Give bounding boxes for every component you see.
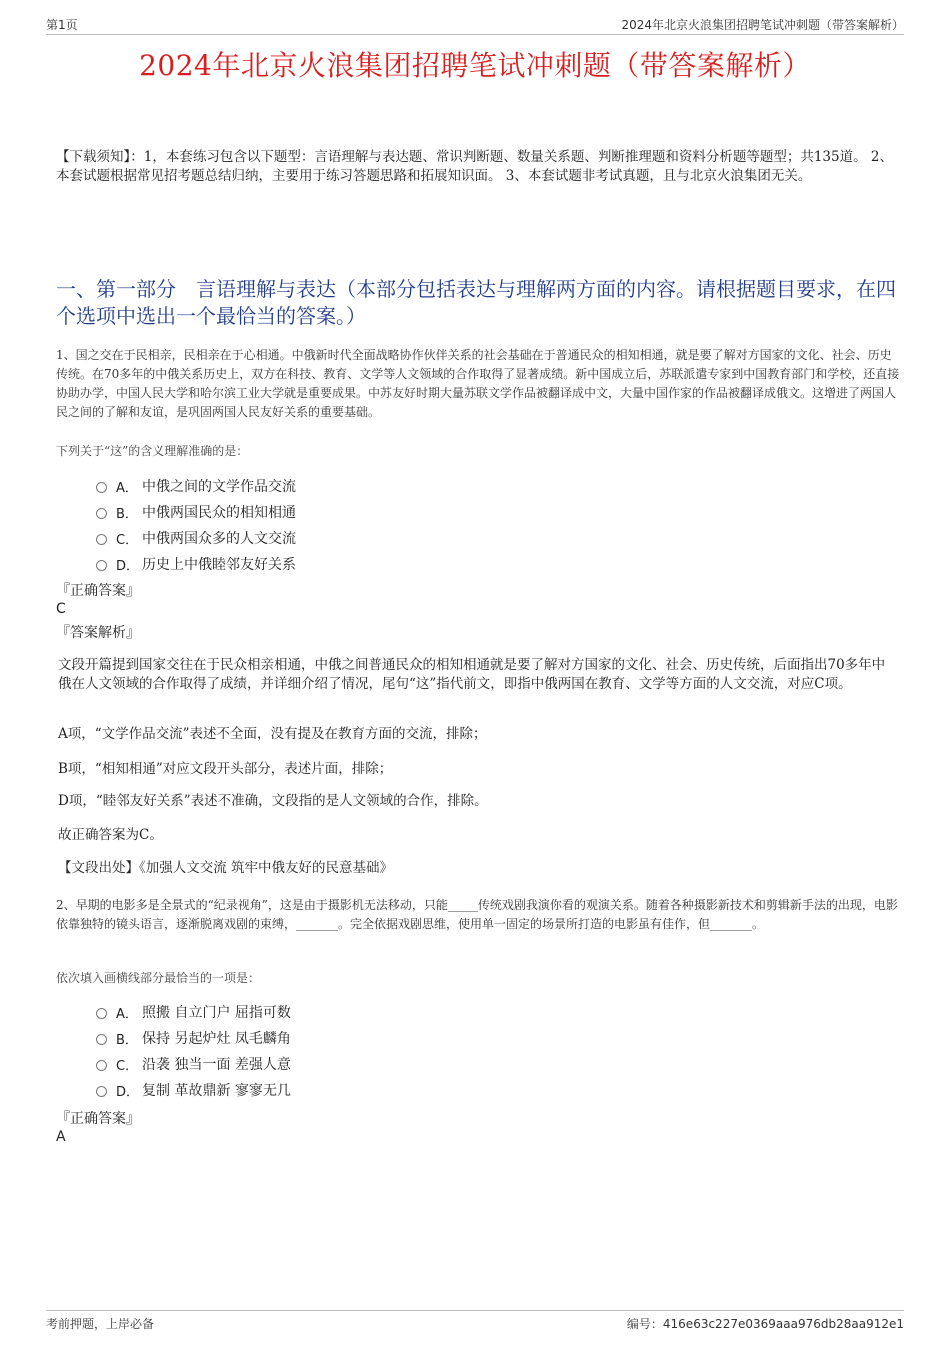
page-header — [46, 14, 904, 35]
document-title: 2024年北京火浪集团招聘笔试冲刺题（带答案解析） — [139, 49, 811, 82]
option-c[interactable] — [96, 525, 796, 551]
radio-icon[interactable] — [96, 534, 107, 545]
option-text: 复制 革故鼎新 寥寥无几 — [142, 1083, 291, 1099]
option-text: 中俄两国民众的相知相通 — [142, 505, 296, 521]
text-segment: 2、早期的电影多是全景式的“纪录视角”，这是由于摄影机无法移动，只能 — [56, 898, 448, 912]
text-segment: 。完全依据戏剧思维，使用单一固定的场景所打造的电影虽有佳作，但 — [338, 917, 711, 931]
option-letter: B． — [116, 506, 138, 522]
passage-source: 【文段出处】《加强人文交流 筑牢中俄友好的民意基础》 — [58, 860, 394, 876]
correct-answer-label: 『正确答案』 — [56, 583, 140, 599]
explanation-1-label-wrap — [56, 622, 902, 642]
option-letter: A． — [116, 480, 138, 496]
document-id: 编号：416e63c227e0369aaa976db28aa912e1 — [626, 1317, 904, 1331]
page-number: 第1页 — [46, 18, 78, 32]
fill-blank: _____ — [447, 898, 478, 912]
text-segment: 传统戏剧我演你看的观演关系。随着各种摄影新技术和剪辑新手法的出现，电影依靠独特的镜头语言，逐渐脱离戏剧的束缚， — [56, 898, 898, 931]
fill-blank: _______ — [296, 917, 339, 931]
question-2-prompt: 依次填入画横线部分最恰当的一项是： — [56, 971, 261, 985]
option-text: 历史上中俄睦邻友好关系 — [142, 557, 296, 573]
option-letter: D． — [116, 1084, 140, 1100]
question-2-options — [96, 999, 796, 1103]
answer-1-wrap — [56, 601, 902, 617]
explanation-1-p5-wrap — [58, 826, 904, 845]
answer-2-wrap — [56, 1129, 902, 1145]
radio-icon[interactable] — [96, 508, 107, 519]
option-text: 照搬 自立门户 屈指可数 — [142, 1005, 291, 1021]
option-letter: C． — [116, 532, 139, 548]
question-2-prompt-wrap — [56, 969, 902, 986]
option-letter: D． — [116, 558, 140, 574]
explanation-1-p2-wrap — [58, 725, 904, 744]
text-segment: 。 — [752, 917, 765, 931]
option-letter: A． — [116, 1006, 138, 1022]
explanation-paragraph: A项，“文学作品交流”表述不全面，没有提及在教育方面的交流，排除； — [58, 726, 487, 742]
answer-1-label-wrap — [56, 580, 902, 600]
radio-icon[interactable] — [96, 560, 107, 571]
section-heading: 一、第一部分 言语理解与表达（本部分包括表达与理解两方面的内容。请根据题目要求，在四个选项中选出一个最恰当的答案。） — [56, 277, 896, 328]
option-letter: B． — [116, 1032, 138, 1048]
option-a[interactable] — [96, 999, 796, 1025]
option-a[interactable] — [96, 473, 796, 499]
correct-answer-label: 『正确答案』 — [56, 1111, 140, 1127]
question-1-prompt: 下列关于“这”的含义理解准确的是： — [56, 444, 249, 458]
option-text: 中俄之间的文学作品交流 — [142, 479, 296, 495]
correct-answer: C — [56, 601, 66, 617]
explanation-paragraph: 文段开篇提到国家交往在于民众相亲相通，中俄之间普通民众的相知相通就是要了解对方国家的文化、社会、历史传统，后面指出70多年中俄在人文领域的合作取得了成绩，并详细介绍了情况，尾句“这”指代前文，即指中俄两国在教育、文学等方面的人文交流，对应C项。 — [58, 657, 886, 692]
option-d[interactable] — [96, 1077, 796, 1103]
fill-blank: _______ — [710, 917, 753, 931]
option-text: 保持 另起炉灶 凤毛麟角 — [142, 1031, 291, 1047]
explanation-label: 『答案解析』 — [56, 625, 140, 641]
option-b[interactable] — [96, 1025, 796, 1051]
question-2-text — [56, 896, 902, 934]
radio-icon[interactable] — [96, 1008, 107, 1019]
question-1-text: 1、国之交在于民相亲，民相亲在于心相通。中俄新时代全面战略协作伙伴关系的社会基础在于普通民众的相知相通，就是要了解对方国家的文化、社会、历史传统。在70多年的中俄关系历史上，双方在科技、教育、文学等人文领域的合作取得了显著成绩。新中国成立后，苏联派遣专家到中国教育部门和学校，还直接协助办学，中国人民大学和哈尔滨工业大学就是重要成果。中苏友好时期大量苏联文学作品被翻译成中文，大量中国作家的作品被翻译成俄文。这增进了两国人民之间的了解和友谊，是巩固两国人民友好关系的重要基础。 — [56, 348, 900, 419]
radio-icon[interactable] — [96, 1086, 107, 1097]
question-1-options — [96, 473, 796, 577]
option-d[interactable] — [96, 551, 796, 577]
explanation-paragraph: B项，“相知相通”对应文段开头部分，表述片面，排除； — [58, 761, 393, 777]
option-c[interactable] — [96, 1051, 796, 1077]
footer-slogan: 考前押题，上岸必备 — [46, 1317, 155, 1331]
explanation-paragraph: D项，“睦邻友好关系”表述不准确，文段指的是人文领域的合作，排除。 — [58, 793, 488, 809]
explanation-1-p1-wrap — [58, 656, 888, 694]
page-footer — [46, 1310, 904, 1331]
correct-answer: A — [56, 1129, 66, 1145]
explanation-1-p3-wrap — [58, 760, 904, 779]
explanation-1-p4-wrap — [58, 792, 904, 811]
option-b[interactable] — [96, 499, 796, 525]
question-1-prompt-wrap — [56, 442, 902, 459]
download-notice: 【下载须知】：1，本套练习包含以下题型：言语理解与表达题、常识判断题、数量关系题、判断推理题和资料分析题等题型；共135道。 2、本套试题根据常见招考题总结归纳，主要用于练习答题思路和拓展知识面。 3、本套试题非考试真题，且与北京火浪集团无关。 — [56, 149, 893, 184]
option-text: 中俄两国众多的人文交流 — [142, 531, 296, 547]
option-text: 沿袭 独当一面 差强人意 — [142, 1057, 291, 1073]
option-letter: C． — [116, 1058, 139, 1074]
radio-icon[interactable] — [96, 482, 107, 493]
question-1 — [56, 346, 902, 422]
answer-2-label-wrap — [56, 1108, 902, 1128]
explanation-paragraph: 故正确答案为C。 — [58, 827, 163, 843]
question-2 — [56, 896, 902, 934]
radio-icon[interactable] — [96, 1060, 107, 1071]
radio-icon[interactable] — [96, 1034, 107, 1045]
header-doc-title: 2024年北京火浪集团招聘笔试冲刺题（带答案解析） — [621, 18, 904, 32]
source-1-wrap — [58, 859, 904, 878]
